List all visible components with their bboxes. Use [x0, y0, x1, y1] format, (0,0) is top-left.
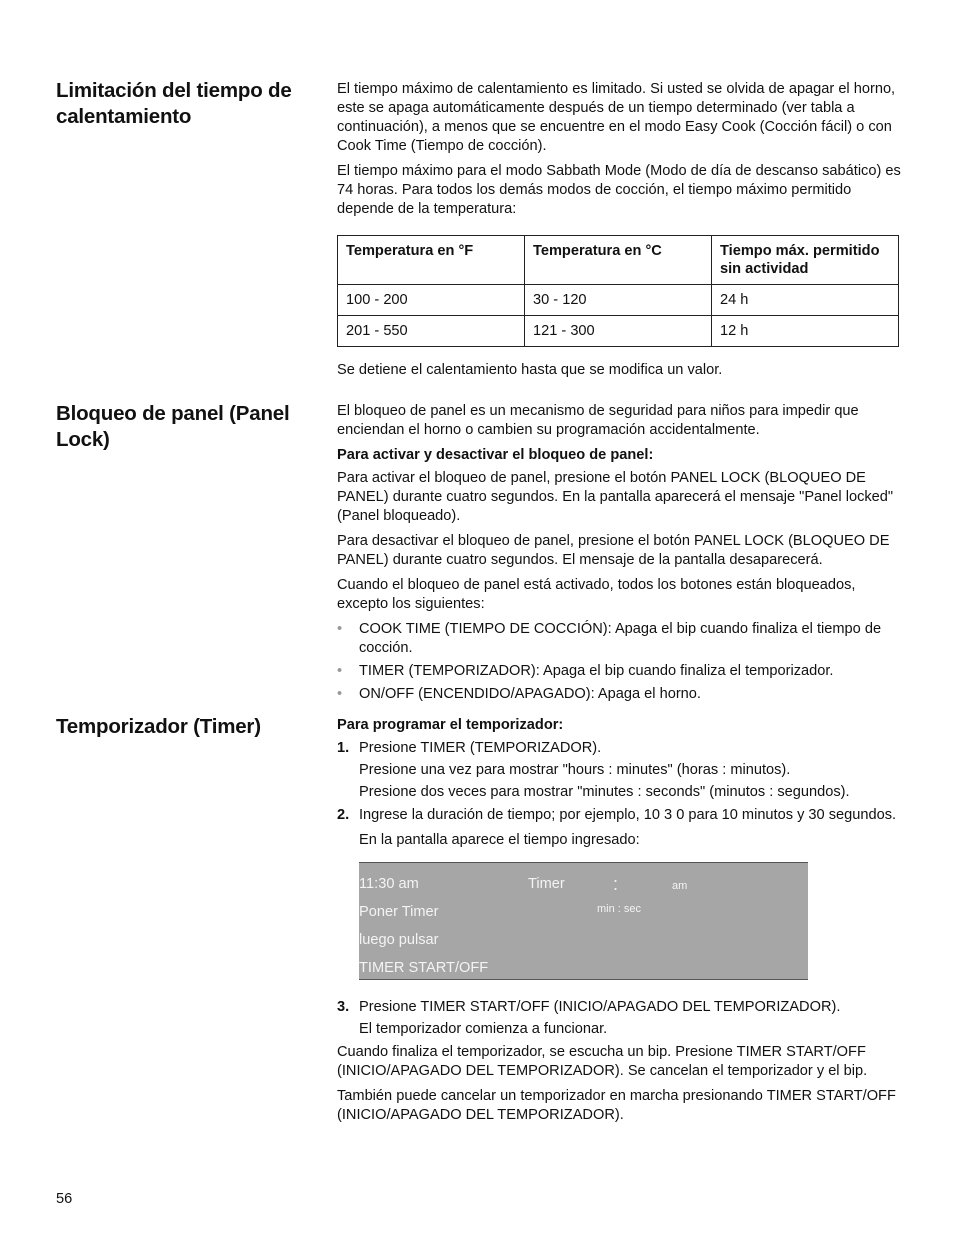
list-item: • ON/OFF (ENCENDIDO/APAGADO): Apaga el horno.: [337, 686, 701, 702]
step-item: [337, 806, 901, 850]
subheading: Para activar y desactivar el bloqueo de panel:: [337, 447, 654, 463]
bullet-icon: •: [337, 621, 343, 637]
paragraph: Cuando finaliza el temporizador, se escucha un bip. Presione TIMER START/OFF (INICIO/APAGADO DEL TEMPORIZADOR). Se cancelan el temporizador y el bip.: [337, 1044, 868, 1079]
step-subtext: El temporizador comienza a funcionar.: [359, 1021, 608, 1037]
step-item: [337, 739, 901, 802]
paragraph: Se detiene el calentamiento hasta que se modifica un valor.: [337, 362, 723, 378]
paragraph: También puede cancelar un temporizador en marcha presionando TIMER START/OFF (INICIO/APAGADO DEL TEMPORIZADOR).: [337, 1088, 896, 1123]
table-row: [338, 285, 899, 316]
timer-steps-continued: [337, 998, 901, 1039]
table-header-cell: Tiempo máx. permitido sin actividad: [712, 236, 899, 285]
temperature-table: [337, 235, 899, 347]
table-cell: 201 - 550: [338, 316, 525, 347]
display-line: luego pulsar: [359, 932, 439, 948]
heading-panel-lock: Bloqueo de panel (Panel Lock): [56, 402, 290, 451]
display-am: am: [672, 880, 688, 892]
subheading: Para programar el temporizador:: [337, 717, 564, 733]
bullet-icon: •: [337, 663, 343, 679]
table-header-row: [338, 236, 899, 285]
section-panel-lock: [337, 402, 901, 708]
paragraph: Cuando el bloqueo de panel está activado, todos los botones están bloqueados, excepto los siguientes:: [337, 577, 856, 612]
display-colon: :: [613, 874, 619, 894]
display-timer-label: Timer: [528, 876, 565, 892]
table-cell: 24 h: [712, 285, 899, 316]
step-text: Ingrese la duración de tiempo; por ejemplo, 10 3 0 para 10 minutos y 30 segundos.: [359, 807, 897, 823]
step-subtext: Presione dos veces para mostrar "minutes : seconds" (minutos : segundos).: [359, 784, 850, 800]
step-text: Presione TIMER START/OFF (INICIO/APAGADO DEL TEMPORIZADOR).: [359, 999, 841, 1015]
display-line: TIMER START/OFF: [359, 960, 489, 976]
exception-list: [337, 620, 901, 704]
step-subtext: Presione una vez para mostrar "hours : minutes" (horas : minutos).: [359, 762, 791, 778]
timer-steps: [337, 739, 901, 850]
bullet-icon: •: [337, 686, 343, 702]
step-item: [337, 998, 901, 1039]
step-subtext: En la pantalla aparece el tiempo ingresado:: [359, 832, 640, 848]
paragraph: Para activar el bloqueo de panel, presione el botón PANEL LOCK (BLOQUEO DE PANEL) durante cuatro segundos. En la pantalla aparecerá el mensaje "Panel locked" (Panel bloqueado).: [337, 470, 894, 524]
table-header-cell: Temperatura en °F: [338, 236, 525, 285]
table-header-cell: Temperatura en °C: [525, 236, 712, 285]
step-number: 3.: [337, 999, 350, 1015]
section-timer: [337, 716, 901, 1131]
table-cell: 100 - 200: [338, 285, 525, 316]
step-number: 2.: [337, 807, 350, 823]
list-item: • COOK TIME (TIEMPO DE COCCIÓN): Apaga el bip cuando finaliza el tiempo de cocción.: [337, 621, 882, 656]
heading-heating-limit: Limitación del tiempo de calentamiento: [56, 79, 292, 128]
paragraph: El tiempo máximo de calentamiento es limitado. Si usted se olvida de apagar el horno, este se apaga automáticamente después de un tiempo determinado (ver tabla a continuación), a menos que se encuentre en el modo Easy Cook (Cocción fácil) o con Cook Time (Tiempo de cocción).: [337, 81, 896, 154]
display-unit: min : sec: [597, 903, 642, 915]
step-number: 1.: [337, 740, 350, 756]
list-item: • TIMER (TEMPORIZADOR): Apaga el bip cuando finaliza el temporizador.: [337, 663, 834, 679]
display-line: Poner Timer: [359, 904, 439, 920]
table-cell: 121 - 300: [525, 316, 712, 347]
table-cell: 12 h: [712, 316, 899, 347]
paragraph: Para desactivar el bloqueo de panel, presione el botón PANEL LOCK (BLOQUEO DE PANEL) durante cuatro segundos. El mensaje de la pantalla desaparecerá.: [337, 533, 890, 568]
oven-display: [359, 862, 808, 980]
page-number: 56: [56, 1191, 73, 1207]
display-clock: 11:30 am: [359, 876, 419, 892]
paragraph: El bloqueo de panel es un mecanismo de seguridad para niños para impedir que enciendan el horno o cambien su programación accidentalmente.: [337, 403, 859, 438]
heading-timer: Temporizador (Timer): [56, 715, 261, 738]
step-text: Presione TIMER (TEMPORIZADOR).: [359, 740, 602, 756]
paragraph: El tiempo máximo para el modo Sabbath Mode (Modo de día de descanso sabático) es 74 horas. Para todos los demás modos de cocción, el tiempo máximo permitido depende de la temperatura:: [337, 163, 901, 217]
table-row: [338, 316, 899, 347]
section-heating-limit: [337, 80, 901, 386]
table-cell: 30 - 120: [525, 285, 712, 316]
